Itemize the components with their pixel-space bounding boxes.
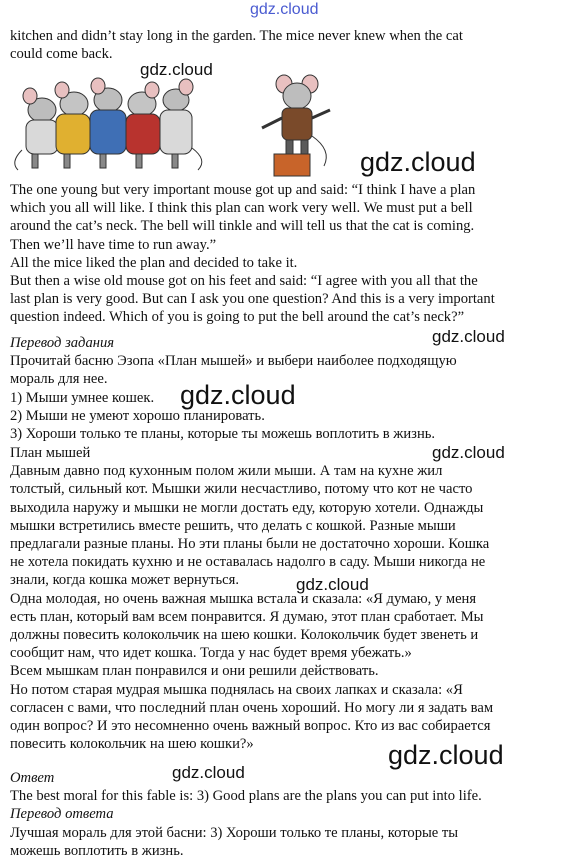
watermark: gdz.cloud	[296, 575, 369, 594]
watermark: gdz.cloud	[140, 60, 213, 79]
text-line: last plan is very good. But can I ask you one question? And this is a very important	[10, 291, 495, 308]
english-intro	[10, 27, 570, 63]
watermark: gdz.cloud	[432, 327, 505, 346]
section-title: План мышей	[10, 445, 91, 461]
text-line: around the cat’s neck. The bell will tinkle and will tell us that the cat is coming.	[10, 218, 475, 235]
text-line: Then we’ll have time to run away.”	[10, 236, 217, 253]
answer-text: The best moral for this fable is: 3) Good plans are the plans you can put into life.	[10, 788, 482, 805]
section-heading: Ответ	[10, 770, 55, 786]
watermark: gdz.cloud	[180, 380, 296, 410]
text-line: The one young but very important mouse got up and said: “I think I have a plan	[10, 182, 476, 198]
text-line: предлагали разные планы. Но эти планы были не достаточно хороши. Кошка	[10, 536, 490, 553]
text-line: сообщит нам, что идет кошка. Тогда у нас будет время убежать.»	[10, 645, 412, 662]
text-line: All the mice liked the plan and decided to take it.	[10, 254, 298, 271]
text-line: можешь воплотить в жизнь.	[10, 842, 184, 859]
section-heading: Перевод задания	[10, 335, 115, 351]
watermark: gdz.cloud	[250, 1, 319, 18]
watermark: gdz.cloud	[172, 763, 245, 782]
text-line: выходила наружу и мышки не могли достать еду, которую хотели. Однажды	[10, 499, 484, 516]
text-line: знали, когда кошка может вернуться.	[10, 572, 240, 589]
text-line: question indeed. Which of you is going to put the bell around the cat’s neck?”	[10, 309, 465, 326]
watermark: gdz.cloud	[388, 740, 504, 770]
option-line: 2) Мыши не умеют хорошо планировать.	[10, 407, 265, 424]
text-line: Лучшая мораль для этой басни: 3) Хороши только те планы, которые ты	[10, 824, 459, 841]
text-line: должны повесить колокольчик на шею кошки. Колокольчик будет звенеть и	[10, 627, 479, 644]
text-line: Всем мышкам план понравился и они решили действовать.	[10, 663, 379, 680]
text-line: which you all will like. I think this plan can work very well. We must put a bell	[10, 200, 473, 217]
option-line: 1) Мыши умнее кошек.	[10, 389, 155, 406]
section-heading: Перевод ответа	[10, 806, 114, 823]
answer-section	[10, 769, 570, 860]
text-line: Давным давно под кухонным полом жили мыши. А там на кухне жил	[10, 463, 443, 480]
text-line: толстый, сильный кот. Мышки жили несчастливо, потому что кот не часто	[10, 481, 473, 498]
text-line: согласен с вами, что последний план очень хороший. Но могу ли я задать вам	[10, 699, 494, 716]
text-line: could come back.	[10, 46, 113, 63]
text-line: мышки встретились вместе решить, что делать с кошкой. Разные мыши	[10, 517, 456, 534]
watermark: gdz.cloud	[432, 443, 505, 462]
mice-meeting-illustration	[12, 70, 352, 182]
text-line: Прочитай басню Эзопа «План мышей» и выбери наиболее подходящую	[10, 353, 457, 370]
text-line: kitchen and didn’t stay long in the garden. The mice never knew when the cat	[10, 28, 463, 44]
text-line: не хотела покидать кухню и не оставалась надолго в саду. Мыши никогда не	[10, 554, 486, 571]
text-line: мораль для нее.	[10, 371, 108, 388]
text-line: один вопрос? И это несомненно очень важный вопрос. Кто из вас собирается	[10, 718, 491, 735]
text-line: есть план, который вам всем понравится. Я думаю, этот план сработает. Мы	[10, 608, 484, 625]
text-line: Одна молодая, но очень важная мышка встала и сказала: «Я думаю, у меня	[10, 590, 477, 607]
english-story	[10, 181, 570, 327]
text-line: повесить колокольчик на шею кошки?»	[10, 736, 254, 753]
text-line: But then a wise old mouse got on his feet and said: “I agree with you all that the	[10, 273, 478, 290]
option-line: 3) Хороши только те планы, которые ты можешь воплотить в жизнь.	[10, 426, 436, 443]
story-translation	[10, 444, 570, 753]
text-line: Но потом старая мудрая мышка поднялась на своих лапках и сказала: «Я	[10, 681, 463, 698]
watermark: gdz.cloud	[360, 147, 476, 177]
